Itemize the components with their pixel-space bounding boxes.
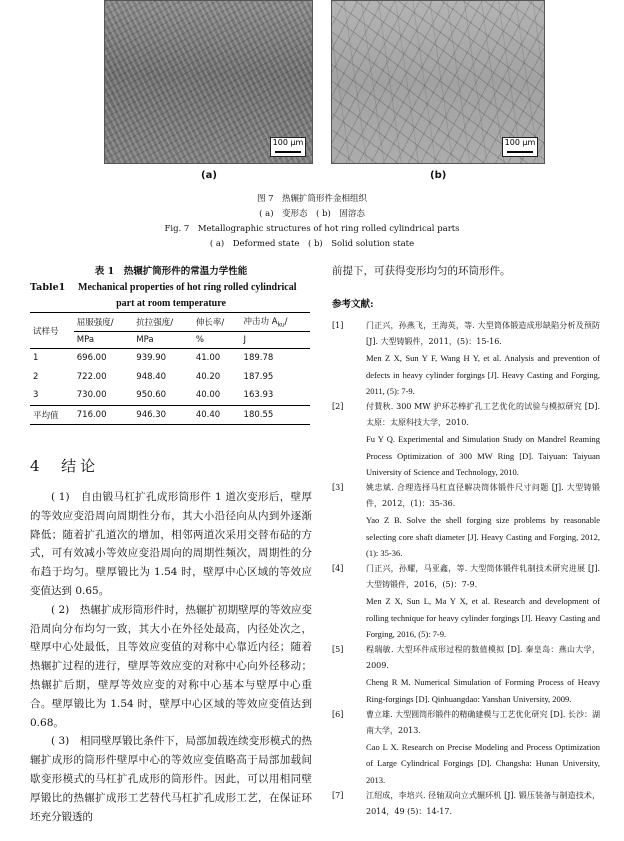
unit-impact: J bbox=[241, 332, 310, 349]
table-title-en-label: Table1 bbox=[30, 282, 66, 293]
table-row-average: 平均值 716.00 946.30 40.40 180.55 bbox=[30, 405, 310, 425]
micrograph-solution bbox=[331, 0, 545, 164]
unit-elongation: % bbox=[193, 332, 241, 349]
figure-caption-cn-sub: ( a) 变形态 ( b) 固溶态 bbox=[259, 209, 365, 219]
references-title: 参考文献: bbox=[332, 299, 374, 310]
figure-caption-en-sub: ( a) Deformed state ( b) Solid solution state bbox=[209, 239, 415, 249]
micrograph-deformed bbox=[104, 0, 313, 164]
paragraph-1: ( 1) 自由锻马杠扩孔成形筒形件 1 道次变形后，壁厚的等效应变沿周向周期性分布，其大小沿径向从内到外逐渐降低；随着扩孔道次的增加，相邻两道次采用交替布砧的方式，可有效减小等效应变沿周向的周期性频次，周期性的分布趋于均匀。壁厚锻比为 1.54 时，壁厚中心区域的等效应变值达到 0.65。 bbox=[30, 491, 312, 597]
scale-bar-b bbox=[502, 137, 538, 157]
reference-list bbox=[332, 318, 600, 820]
header-tensile: 抗拉强度/ bbox=[133, 313, 193, 332]
reference-item: [2] 付賛秋. 300 MW 护环芯棒扩孔工艺优化的试验与模拟研究 [D]. 太原：太原科技大学，2010. Fu Y Q. Experimental and Simulation Study on Mandrel Reaming Process Optimization of 300 MW Ring [D]. Taiyuan: Taiyuan University of Science and Technology, 2010. bbox=[332, 402, 600, 477]
reference-item: [6] 曹立雄. 大型圆筒形锻件的精确建模与工艺优化研究 [D]. 长沙：湖南大学，2013. Cao L X. Research on Precise Modeling and Process Optimization of Large Cylindrical Forgings [D]. Changsha: Hunan University, 2013. bbox=[332, 709, 600, 785]
continuation-text: 前提下，可获得变形均匀的环筒形件。 bbox=[332, 265, 511, 277]
conclusion-body bbox=[30, 488, 312, 826]
paragraph-3: ( 3) 相同壁厚锻比条件下，局部加载连续变形模式的热辗扩成形的筒形件壁厚中心的等效应变值略高于局部加载间歇变形模式的马杠扩孔成形的筒形件。因此，可以用相同壁厚锻比的热辗扩成形工艺替代马杠扩孔成形工艺，在保证环坯充分锻透的 bbox=[30, 735, 312, 823]
table-title-en-2: part at room temperature bbox=[116, 298, 226, 309]
panel-label-a: (a) bbox=[201, 170, 217, 181]
section-heading bbox=[30, 455, 99, 476]
scale-bar-b-label: 100 μm bbox=[504, 138, 536, 147]
paragraph-2: ( 2) 热辗扩成形筒形件时，热辗扩初期壁厚的等效应变沿周向分布均匀一致，其大小在外径处最高，内径处次之，壁厚中心处最低，且等效应变值的对称中心靠近内径；随着热辗扩过程的进行，壁厚等效应变的对称中心向外径移动；热辗扩后期，壁厚等效应变的对称中心基本与壁厚中心重合。壁厚锻比为 1.54 时，壁厚中心区域的等效应变值达到 0.68。 bbox=[30, 603, 312, 729]
header-impact: 冲击功 $A_{ku}/$ bbox=[241, 313, 310, 332]
reference-item: [4] 门正兴，孙耀，马亚鑫，等. 大型筒体锻件轧制技术研究进展 [J]. 大型铸锻件，2016，(5)：7-9. Men Z X, Sun L, Ma Y X, et al. Research and development of rolling technique for heavy cylinder forgings [J]. Heavy Casting and Forging, 2016, (5): 7-9. bbox=[332, 564, 600, 639]
scale-bar-a-label: 100 μm bbox=[272, 138, 304, 147]
reference-item: [1] 门正兴，孙燕飞，王海英，等. 大型筒体锻造成形缺陷分析及预防 [J]. 大型铸锻件，2011，(5)：15-16. Men Z X, Sun Y F, Wang H Y, et al. Analysis and prevention of defects in heavy cylinder forgings [J]. Heavy Casting and Forging, 2011, (5): 7-9. bbox=[332, 321, 600, 396]
header-elongation: 伸长率/ bbox=[193, 313, 241, 332]
table-title-cn: 表 1 热辗扩筒形件的常温力学性能 bbox=[94, 266, 248, 277]
header-yield: 屈服强度/ bbox=[74, 313, 134, 332]
reference-item: [3] 姚忠斌. 合理选择马杠直径解决筒体锻件尺寸问题 [J]. 大型铸锻件，2012，(1)：35-36. Yao Z B. Solve the shell forging size problems by reasonable selecting core shaft diameter [J]. Heavy Casting and Forging, 2012, (1): 35-36. bbox=[332, 483, 600, 558]
table-row: 2 722.00 948.40 40.20 187.95 bbox=[33, 371, 274, 382]
reference-item: [7] 江绍成，李培兴. 径轴双向立式辗环机 [J]. 锻压装备与制造技术，2014，49 (5)：14-17. bbox=[332, 790, 600, 817]
scale-bar-a bbox=[270, 137, 306, 157]
table-row: 1 696.00 939.90 41.00 189.78 bbox=[33, 353, 274, 364]
figure-caption-cn: 图 7 热辗扩筒形件金相组织 bbox=[256, 194, 368, 204]
section-number: 4 bbox=[30, 457, 44, 475]
section-title: 结论 bbox=[61, 457, 100, 475]
table-row: 3 730.00 950.60 40.00 163.93 bbox=[33, 390, 274, 401]
unit-yield: MPa bbox=[74, 332, 134, 349]
figure-caption-en: Fig. 7 Metallographic structures of hot ring rolled cylindrical parts bbox=[164, 224, 460, 234]
table-title-en: Mechanical properties of hot ring rolled cylindrical bbox=[78, 282, 297, 293]
header-sample: 试样号 bbox=[30, 313, 74, 349]
unit-tensile: MPa bbox=[133, 332, 193, 349]
reference-item: [5] 程瑞敏. 大型环件成形过程的数值模拟 [D]. 秦皇岛：燕山大学，2009. Cheng R M. Numerical Simulation of Forming Process of Heavy Ring-forgings [D]. Qinhuangdao: Yanshan University, 2009. bbox=[332, 645, 600, 704]
panel-label-b: (b) bbox=[430, 170, 447, 181]
mechanical-properties-table bbox=[30, 312, 310, 425]
